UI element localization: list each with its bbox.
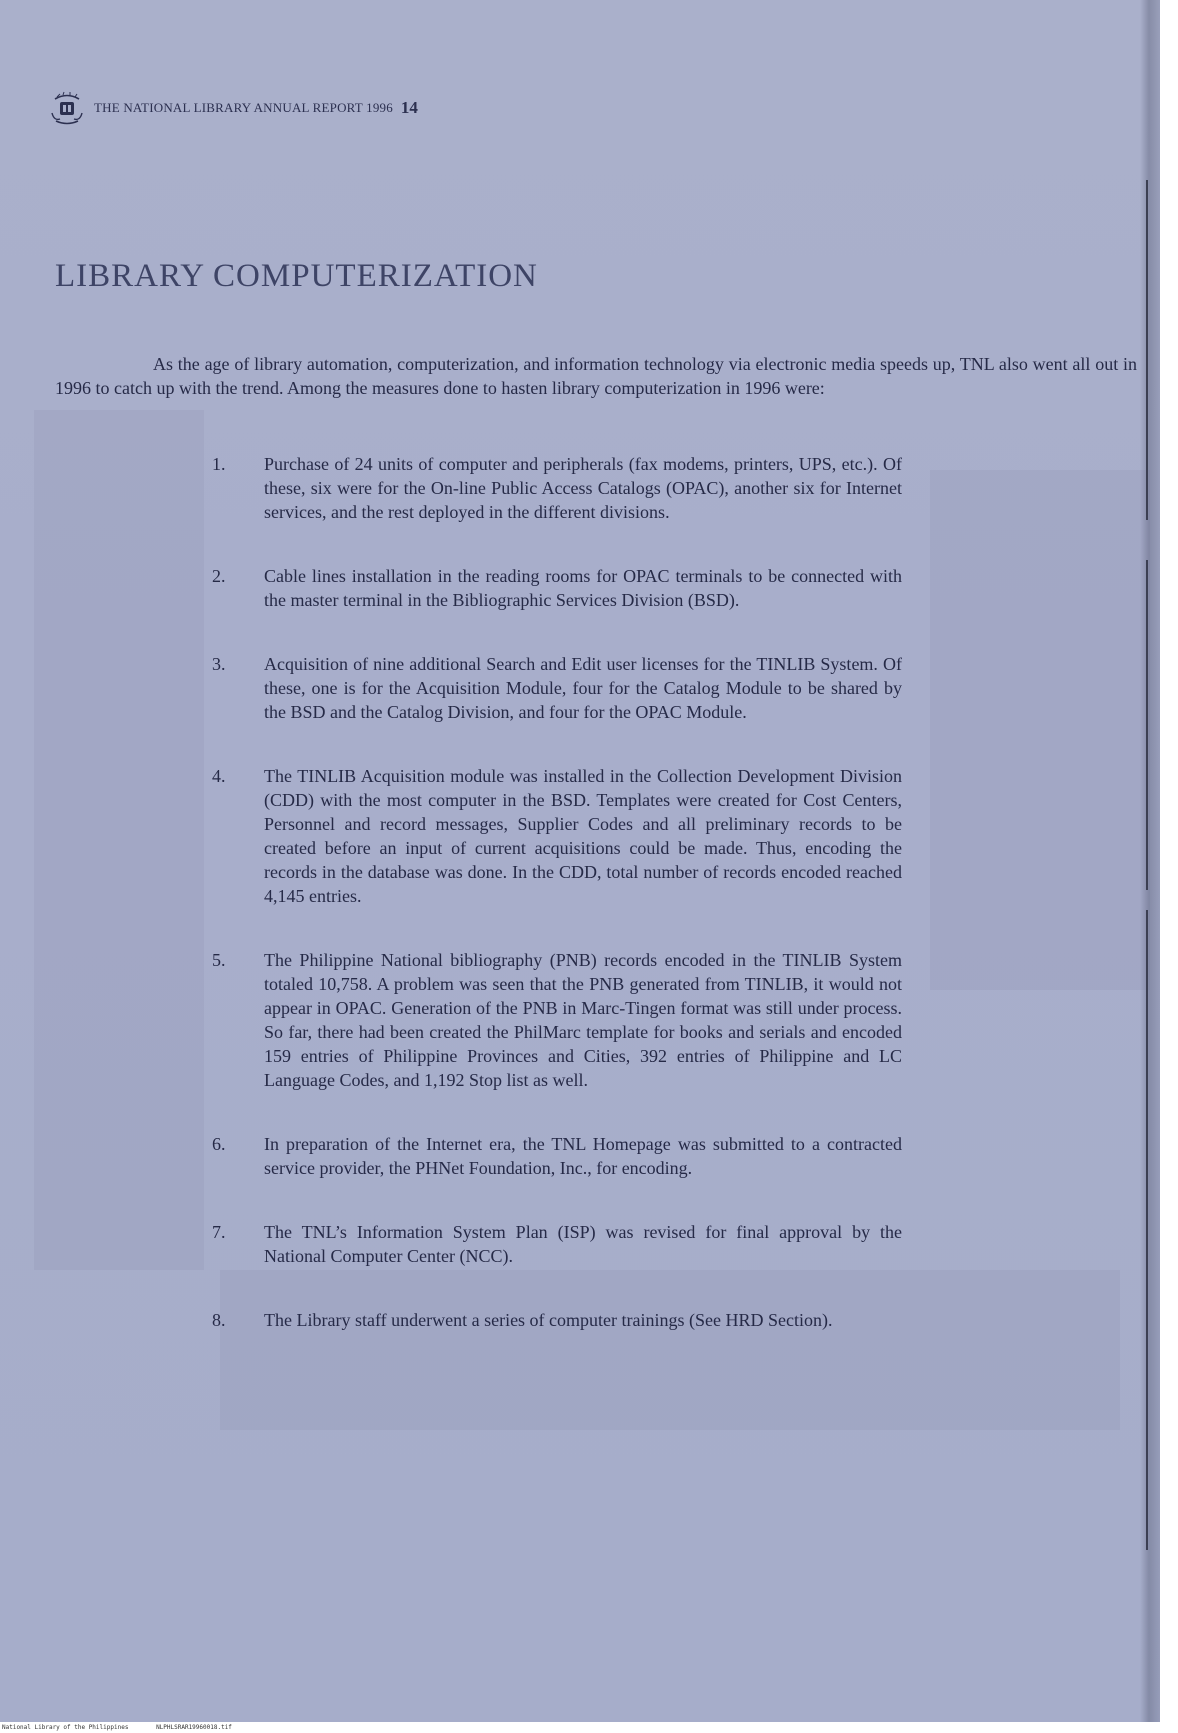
item-number: 2. bbox=[212, 566, 226, 586]
scan-filename: NLPHLSRAR19960018.tif bbox=[156, 1724, 232, 1731]
item-number: 3. bbox=[212, 654, 226, 674]
report-title: THE NATIONAL LIBRARY ANNUAL REPORT 1996 bbox=[94, 100, 393, 115]
page-edge-line bbox=[1146, 910, 1148, 1550]
item-number: 7. bbox=[212, 1222, 226, 1242]
list-item bbox=[212, 1132, 902, 1180]
list-item bbox=[212, 564, 902, 612]
item-number: 8. bbox=[212, 1310, 226, 1330]
section-title: LIBRARY COMPUTERIZATION bbox=[55, 258, 538, 294]
item-text: The Philippine National bibliography (PNB) records encoded in the TINLIB System totaled 10,758. A problem was seen that the PNB generated from TINLIB, it would not appear in OPAC. Generation of the PNB in Marc-Tingen format was still under process. So far, there had been created the PhilMarc template for books and serials and encoded 159 entries of Philippine Provinces and Cities, 392 entries of Philippine and LC Language Codes, and 1,192 Stop list as well. bbox=[264, 950, 902, 1090]
running-header bbox=[48, 88, 418, 128]
list-item bbox=[212, 764, 902, 908]
intro-paragraph: As the age of library automation, computerization, and information technology via electronic media speeds up, TNL also went all out in 1996 to catch up with the trend. Among the measures done to hasten library computerization in 1996 were: bbox=[55, 354, 1137, 398]
library-seal-icon bbox=[48, 89, 86, 127]
bleed-through-panel bbox=[930, 470, 1150, 990]
item-text: The Library staff underwent a series of computer trainings (See HRD Section). bbox=[264, 1310, 833, 1330]
bleed-through-panel bbox=[34, 410, 204, 1270]
scan-source: National Library of the Philippines bbox=[2, 1724, 129, 1731]
item-text: Purchase of 24 units of computer and peripherals (fax modems, printers, UPS, etc.). Of these, six were for the On-line Public Access Catalogs (OPAC), another six for Internet services, and the rest deployed in the different divisions. bbox=[264, 454, 902, 522]
item-number: 1. bbox=[212, 454, 226, 474]
item-number: 6. bbox=[212, 1134, 226, 1154]
item-text: The TNL’s Information System Plan (ISP) was revised for final approval by the National Computer Center (NCC). bbox=[264, 1222, 902, 1266]
item-text: Cable lines installation in the reading rooms for OPAC terminals to be connected with the master terminal in the Bibliographic Services Division (BSD). bbox=[264, 566, 902, 610]
item-number: 5. bbox=[212, 950, 226, 970]
list-item bbox=[212, 652, 902, 724]
list-item bbox=[212, 948, 902, 1092]
page-edge-shadow bbox=[1140, 0, 1160, 1722]
item-text: Acquisition of nine additional Search and Edit user licenses for the TINLIB System. Of these, one is for the Acquisition Module, four for the Catalog Module to be shared by the BSD and the Catalog Division, and four for the OPAC Module. bbox=[264, 654, 902, 722]
measures-list bbox=[212, 452, 902, 1332]
page-number: 14 bbox=[400, 98, 418, 117]
list-item bbox=[212, 1220, 902, 1268]
list-item bbox=[212, 452, 902, 524]
item-text: The TINLIB Acquisition module was installed in the Collection Development Division (CDD) with the most computer in the BSD. Templates were created for Cost Centers, Personnel and record messages, Supplier Codes and all preliminary records to be created before an input of current acquisitions could be made. Thus, encoding the records in the database was done. In the CDD, total number of records encoded reached 4,145 entries. bbox=[264, 766, 902, 906]
scan-footer bbox=[2, 1724, 256, 1731]
page-edge-line bbox=[1146, 180, 1148, 520]
list-item bbox=[212, 1308, 902, 1332]
item-number: 4. bbox=[212, 766, 226, 786]
item-text: In preparation of the Internet era, the TNL Homepage was submitted to a contracted service provider, the PHNet Foundation, Inc., for encoding. bbox=[264, 1134, 902, 1178]
page-edge-line bbox=[1146, 560, 1148, 890]
